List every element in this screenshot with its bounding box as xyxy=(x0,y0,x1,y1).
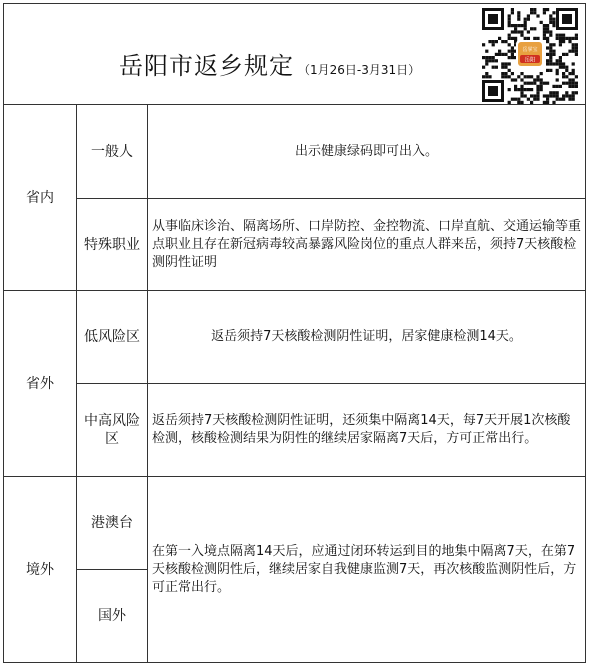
qr-badge-text: 岳掌宝 xyxy=(522,47,538,53)
content-cell: 出示健康绿码即可出入。 xyxy=(294,143,438,159)
page-title xyxy=(119,46,420,81)
category-label: 低风险区 xyxy=(84,329,140,345)
category-label: 国外 xyxy=(98,608,126,624)
title-row xyxy=(4,4,585,105)
title-date-range: （1月26日-3月31日） xyxy=(298,63,421,77)
category-label: 一般人 xyxy=(91,143,133,160)
title-main: 岳阳市返乡规定 xyxy=(119,52,294,80)
content-cell: 从事临床诊治、隔离场所、口岸防控、金控物流、口岸直航、交通运输等重点职业且存在新冠病毒较高暴露风险岗位的重点人群来岳，须持7天核酸检测阴性证明 xyxy=(152,218,582,270)
region-label: 省内 xyxy=(26,189,54,206)
qr-code xyxy=(480,6,580,104)
qr-logo-text: 岳阳 xyxy=(524,57,536,64)
content-cell: 在第一入境点隔离14天后，应通过闭环转运到目的地集中隔离7天，在第7天核酸检测阴性后，继续居家自我健康监测7天，再次核酸监测阴性后，方可正常出行。 xyxy=(152,543,577,595)
content-cell: 返岳须持7天核酸检测阴性证明，居家健康检测14天。 xyxy=(211,329,522,344)
category-label: 中高风险区 xyxy=(84,413,140,447)
category-label: 特殊职业 xyxy=(84,236,140,253)
category-label: 港澳台 xyxy=(91,515,133,531)
regulation-table xyxy=(3,3,586,663)
content-cell: 返岳须持7天核酸检测阴性证明，还须集中隔离14天，每7天开展1次核酸检测，核酸检测结果为阴性的继续居家隔离7天后，方可正常出行。 xyxy=(152,413,571,446)
region-label: 省外 xyxy=(26,375,54,392)
region-label: 境外 xyxy=(26,561,54,578)
